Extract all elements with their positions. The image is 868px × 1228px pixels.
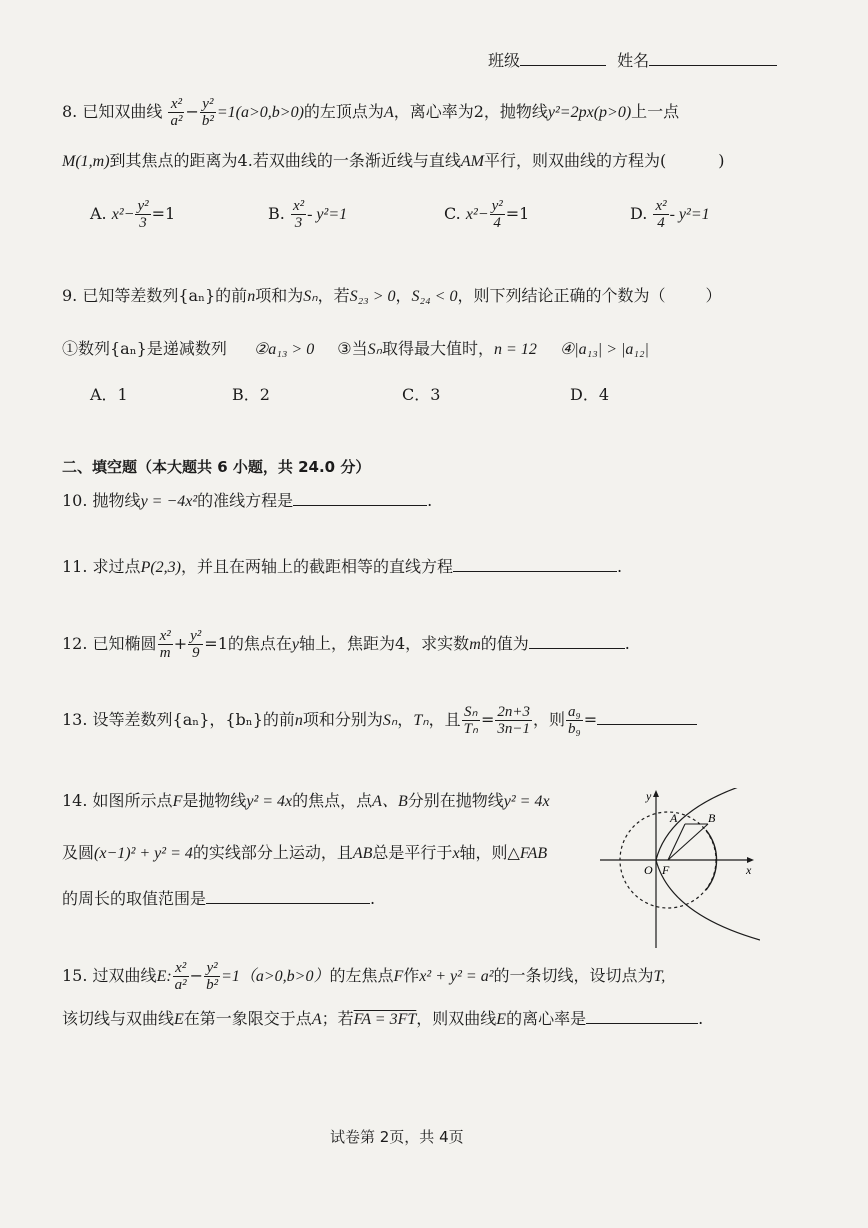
q13-text-a: 设等差数列{aₙ}，{bₙ}的前	[92, 710, 295, 729]
q11-number: 11.	[62, 557, 88, 576]
q14-line2-b: 的实线部分上运动，且	[192, 843, 353, 862]
q10-answer-blank[interactable]	[293, 491, 427, 506]
segment-FA	[668, 824, 685, 860]
q12-number: 12.	[62, 634, 88, 653]
q14-number: 14.	[62, 791, 88, 810]
q8-frac-x: $\frac{\text{x²}}{\text{a²}}$	[170, 96, 183, 129]
q15-line1: 15. 过双曲线E: $\frac{\text{x²}}{\text{a²}}$ − $\frac{\text{y²}}{\text{b²}}$ =1（a>0,b>0）的左焦点F作x² + y² = a²的一条切线，设切点为T,	[62, 960, 666, 993]
y-axis-arrow	[653, 790, 659, 797]
q10-text-a: 抛物线	[92, 491, 141, 510]
q13-number: 13.	[62, 710, 88, 729]
q13: 13. 设等差数列{aₙ}，{bₙ}的前n项和分别为Sₙ，Tₙ，且 $\frac{\text{Sₙ}}{\text{Tₙ}}$ = $\frac{2n+3}{3n-1}$ ，则 $\frac{\text{a₉}}{\text{b₉}}$ =	[62, 704, 697, 737]
q15-text-a: 过双曲线	[92, 966, 157, 985]
q15-text-d: 的一条切线，设切点为	[493, 966, 654, 985]
q9-text-d: ，	[395, 286, 412, 305]
q8-cond: =1(a>0,b>0)	[216, 104, 304, 121]
q8-number: 8.	[62, 102, 78, 121]
q14-line2-a: 及圆	[62, 843, 95, 862]
q9-option-d[interactable]: D．4	[570, 385, 610, 404]
q14-line1: 14. 如图所示点F是抛物线y² = 4x的焦点，点A、B分别在抛物线y² = 4x	[62, 791, 550, 810]
q8-line2	[62, 150, 724, 173]
q14-line2-d: 轴，则△	[459, 843, 520, 862]
q15-line2-c: ；若	[321, 1009, 354, 1028]
q11: 11. 求过点P(2,3)，并且在两轴上的截距相等的直线方程 .	[62, 557, 623, 576]
label-y: y	[646, 789, 652, 803]
label-F: F	[662, 863, 670, 877]
q9-s3c: 取得最大值时，	[382, 339, 495, 358]
q8-AM: AM	[460, 153, 484, 170]
q9-statements	[62, 338, 649, 361]
q12: 12. 已知椭圆 $\frac{\text{x²}}{m}$ + $\frac{\text{y²}}{9}$ =1的焦点在y轴上，焦距为4，求实数m的值为 .	[62, 628, 630, 661]
q10-text-b: 的准线方程是	[197, 491, 294, 510]
section-2-title: 二、填空题（本大题共 6 小题，共 24.0 分）	[62, 458, 371, 476]
class-blank[interactable]	[520, 51, 606, 66]
q15-text-c: 作	[403, 966, 420, 985]
q9-s3b: Sₙ	[367, 341, 383, 358]
q10: 10. 抛物线y = −4x²的准线方程是 .	[62, 491, 433, 510]
q8-line1: 8. 已知双曲线 $\frac{\text{x²}}{\text{a²}}$ − $\frac{\text{y²}}{\text{b²}}$ =1(a>0,b>0)的左顶点为A，离心率为2，抛物线y²=2px(p>0)上一点	[62, 96, 680, 129]
class-label: 班级	[488, 51, 521, 70]
q8-A: A	[383, 104, 394, 121]
q8-M: M(1,m)	[62, 153, 110, 170]
q12-text-c: 轴上，焦距为4，求实数	[299, 634, 470, 653]
q12-text-a: 已知椭圆	[92, 634, 157, 653]
q14-answer-blank[interactable]	[206, 889, 370, 904]
q8-line2-c: 平行，则双曲线的方程为(	[483, 151, 667, 170]
q8-line2-d: )	[718, 151, 725, 170]
q11-text-b: ，并且在两轴上的截距相等的直线方程	[181, 557, 454, 576]
label-A: A	[670, 811, 678, 825]
q14-text-b: 是抛物线	[182, 791, 247, 810]
q13-answer-blank[interactable]	[597, 710, 697, 725]
label-O: O	[644, 863, 653, 877]
q10-eq: y = −4x²	[140, 493, 198, 510]
q9-s3d: n = 12	[494, 341, 537, 358]
q9-s2: ②a₁₃ > 0	[253, 341, 315, 358]
q9-option-c[interactable]: C．3	[402, 385, 441, 404]
q10-number: 10.	[62, 491, 88, 510]
name-blank[interactable]	[649, 51, 777, 66]
q9-c1: S₂₃ > 0	[349, 288, 396, 305]
q14-line3-text: 的周长的取值范围是	[62, 889, 207, 908]
q8-text-a: 已知双曲线	[82, 102, 163, 121]
page-footer: 试卷第 2页，共 4页	[330, 1128, 464, 1146]
q8-option-a[interactable]: A. x²− $\frac{\text{y²}}{3}$ =1	[90, 198, 176, 231]
name-label: 姓名	[617, 51, 650, 70]
label-B: B	[708, 811, 716, 825]
q14-line3: 的周长的取值范围是 .	[62, 889, 376, 908]
q9-Sn: Sₙ	[303, 288, 318, 305]
q15-line2-b: 在第一象限交于点	[183, 1009, 312, 1028]
q9-s1: ①数列{aₙ}是递减数列	[62, 339, 227, 358]
q14-line2-c: 总是平行于	[372, 843, 453, 862]
q9-s4: ④|a₁₃| > |a₁₂|	[559, 341, 649, 358]
q9-text-a: 已知等差数列{aₙ}的前	[82, 286, 248, 305]
q12-text-d: 的值为	[480, 634, 529, 653]
q8-line2-b: 到其焦点的距离为4.若双曲线的一条渐近线与直线	[109, 151, 461, 170]
q15-answer-blank[interactable]	[586, 1009, 698, 1024]
q14-figure	[600, 788, 760, 948]
q9-text-b: 项和为	[255, 286, 304, 305]
q15-line2: 该切线与双曲线E在第一象限交于点A；若FA = 3FT，则双曲线E的离心率是 .	[62, 1009, 704, 1028]
q11-answer-blank[interactable]	[453, 557, 617, 572]
q8-text-c: ，离心率为2，抛物线	[393, 102, 548, 121]
q8-option-b[interactable]: B. $\frac{\text{x²}}{3}$ - y²=1	[268, 198, 348, 231]
q13-text-d: ，则	[532, 710, 565, 729]
segment-FB	[668, 824, 708, 860]
q9-number: 9.	[62, 286, 78, 305]
q8-option-d[interactable]: D. $\frac{\text{x²}}{4}$ - y²=1	[630, 198, 710, 231]
q9-text-f: ）	[705, 286, 722, 305]
q15-number: 15.	[62, 966, 88, 985]
q8-text-d: 上一点	[631, 102, 680, 121]
q14-text-a: 如图所示点	[92, 791, 173, 810]
q13-text-b: 项和分别为	[302, 710, 383, 729]
q9-c2: S₂₄ < 0	[411, 288, 458, 305]
q13-text-c: ，且	[428, 710, 461, 729]
q8-text-b: 的左顶点为	[303, 102, 384, 121]
q15-line2-d: ，则双曲线	[416, 1009, 497, 1028]
q12-answer-blank[interactable]	[529, 634, 625, 649]
q12-text-b: 的焦点在	[227, 634, 292, 653]
q9-s3a: ③当	[337, 339, 368, 358]
q9-option-b[interactable]: B．2	[232, 385, 270, 404]
header	[488, 50, 777, 72]
label-x: x	[746, 863, 752, 877]
q14-text-d: 分别在抛物线	[407, 791, 504, 810]
q8-option-c[interactable]: C. x²− $\frac{\text{y²}}{4}$ =1	[444, 198, 530, 231]
q14-text-c: 的焦点，点	[292, 791, 373, 810]
q9-n: n	[247, 288, 256, 305]
q9-option-a[interactable]: A．1	[90, 385, 128, 404]
q11-text-a: 求过点	[92, 557, 141, 576]
q9-text-c: ，若	[317, 286, 350, 305]
q9-line1	[62, 285, 721, 308]
q11-point: P(2,3)	[140, 559, 181, 576]
q9-text-e: ，则下列结论正确的个数为（	[457, 286, 666, 305]
q15-line2-e: 的离心率是	[506, 1009, 587, 1028]
q14-line2: 及圆(x−1)² + y² = 4的实线部分上运动，且AB总是平行于x轴，则△FAB	[62, 843, 548, 862]
q15-line2-a: 该切线与双曲线	[62, 1009, 175, 1028]
q15-text-b: 的左焦点	[329, 966, 394, 985]
q8-frac-y: $\frac{\text{y²}}{\text{b²}}$	[201, 96, 214, 129]
q8-parab: y²=2px(p>0)	[547, 104, 632, 121]
